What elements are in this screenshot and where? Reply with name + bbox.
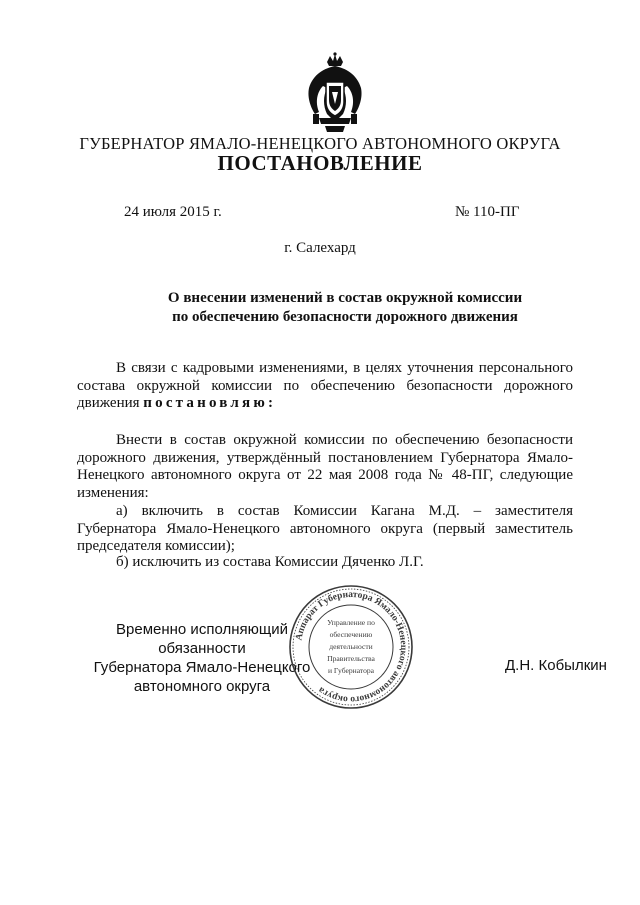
subject-line-2: по обеспечению безопасности дорожного движения (172, 309, 518, 325)
subject-line-1: О внесении изменений в состав окружной комиссии (167, 290, 523, 306)
decree-word: постановляю: (143, 395, 277, 411)
preamble-text: В связи с кадровыми изменениями, в целях уточнения персонального состава окружной комиссии по обеспечению безопасности дорожного движения (77, 360, 573, 411)
signatory-name: Д.Н. Кобылкин (505, 657, 607, 674)
signatory-line-1: Временно исполняющий обязанности (116, 621, 288, 657)
stamp-center-line-4: Правительства (327, 654, 375, 663)
document-number: № 110-ПГ (455, 204, 520, 220)
stamp-center-line-1: Управление по (327, 618, 375, 627)
signatory-line-2: Губернатора Ямало-Ненецкого (93, 659, 311, 676)
stamp-center-line-2: обеспечению (329, 630, 373, 639)
list-item-b: б) исключить из состава Комиссии Дяченко Л.Г. (116, 554, 424, 570)
signatory-line-3: автономного округа (133, 678, 271, 695)
coat-of-arms-emblem-icon (305, 52, 365, 136)
document-date: 24 июля 2015 г. (124, 204, 222, 220)
official-seal-stamp-icon (287, 583, 415, 711)
stamp-center-line-3: деятельности (329, 642, 373, 651)
stamp-center-line-5: и Губернатора (327, 666, 375, 675)
document-subject (0, 289, 640, 327)
operative-paragraph: Внести в состав окружной комиссии по обеспечению безопасности дорожного движения, утверждённый постановлением Губернатора Ямало-Ненецкого автономного округа от 22 мая 2008 года № 48-ПГ, следующие изменения: (77, 432, 573, 501)
stamp-ring-text: Аппарат Губернатора Ямало-Ненецкого автономного округа (294, 589, 409, 705)
list-item-a: а) включить в состав Комиссии Кагана М.Д. – заместителя Губернатора Ямало-Ненецкого автономного округа (первый заместитель председателя комиссии); (77, 503, 573, 554)
authority-heading: ГУБЕРНАТОР ЯМАЛО-НЕНЕЦКОГО АВТОНОМНОГО ОКРУГА (79, 134, 561, 153)
document-city: г. Салехард (284, 240, 356, 256)
preamble-paragraph (77, 360, 573, 413)
document-type-title: ПОСТАНОВЛЕНИЕ (217, 151, 423, 175)
